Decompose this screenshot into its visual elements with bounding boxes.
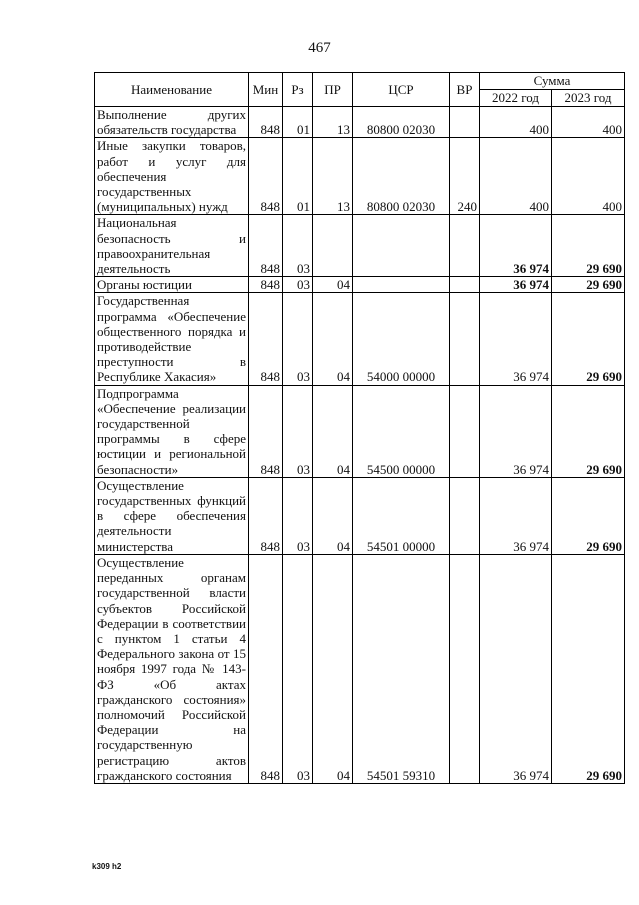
row-csr: 54501 59310 xyxy=(353,554,450,783)
header-vr: ВР xyxy=(450,73,480,107)
row-vr xyxy=(450,277,480,293)
row-rz: 03 xyxy=(283,554,313,783)
row-name: Осуществление переданных органам государственной власти субъектов Российской Федерации в соответствии с пунктом 1 статьи 4 Федерального закона от 15 ноября 1997 года № 143-ФЗ «Об актах гражданского состояния» полномочий Российской Федерации на государственную регистрацию актов гражданского состояния xyxy=(95,554,249,783)
row-2022: 36 974 xyxy=(480,277,552,293)
table-row xyxy=(95,107,625,138)
row-2023: 29 690 xyxy=(552,293,625,385)
row-2023: 29 690 xyxy=(552,554,625,783)
row-vr xyxy=(450,477,480,554)
header-sum: Сумма xyxy=(480,73,625,90)
row-2022: 36 974 xyxy=(480,215,552,277)
header-min: Мин xyxy=(249,73,283,107)
row-name: Органы юстиции xyxy=(95,277,249,293)
row-2023: 29 690 xyxy=(552,215,625,277)
header-rz: Рз xyxy=(283,73,313,107)
header-2022: 2022 год xyxy=(480,90,552,107)
row-2022: 400 xyxy=(480,138,552,215)
table-row xyxy=(95,385,625,477)
row-name: Иные закупки товаров, работ и услуг для обеспечения государственных (муниципальных) нужд xyxy=(95,138,249,215)
row-rz: 03 xyxy=(283,385,313,477)
row-2022: 36 974 xyxy=(480,477,552,554)
row-2023: 400 xyxy=(552,107,625,138)
row-rz: 03 xyxy=(283,277,313,293)
row-rz: 03 xyxy=(283,215,313,277)
row-vr xyxy=(450,293,480,385)
row-name: Подпрограмма «Обеспечение реализации государственной программы в сфере юстиции и региональной безопасности» xyxy=(95,385,249,477)
row-vr xyxy=(450,385,480,477)
row-name: Национальная безопасность и правоохранительная деятельность xyxy=(95,215,249,277)
table-row xyxy=(95,215,625,277)
table-row xyxy=(95,293,625,385)
row-2022: 36 974 xyxy=(480,293,552,385)
header-pr: ПР xyxy=(313,73,353,107)
row-min: 848 xyxy=(249,554,283,783)
row-pr: 13 xyxy=(313,138,353,215)
header-csr: ЦСР xyxy=(353,73,450,107)
table-row xyxy=(95,277,625,293)
row-rz: 03 xyxy=(283,293,313,385)
header-2023: 2023 год xyxy=(552,90,625,107)
row-pr: 04 xyxy=(313,293,353,385)
row-vr: 240 xyxy=(450,138,480,215)
header-name: Наименование xyxy=(95,73,249,107)
footer-code: k309 h2 xyxy=(92,862,122,871)
row-rz: 01 xyxy=(283,138,313,215)
row-2022: 400 xyxy=(480,107,552,138)
row-min: 848 xyxy=(249,215,283,277)
row-vr xyxy=(450,554,480,783)
row-min: 848 xyxy=(249,477,283,554)
row-vr xyxy=(450,107,480,138)
row-name: Государственная программа «Обеспечение общественного порядка и противодействие преступности в Республике Хакасия» xyxy=(95,293,249,385)
row-csr: 80800 02030 xyxy=(353,107,450,138)
row-2023: 29 690 xyxy=(552,385,625,477)
row-rz: 03 xyxy=(283,477,313,554)
row-2023: 29 690 xyxy=(552,477,625,554)
row-csr: 80800 02030 xyxy=(353,138,450,215)
row-2022: 36 974 xyxy=(480,385,552,477)
row-min: 848 xyxy=(249,293,283,385)
row-pr: 04 xyxy=(313,385,353,477)
page-number: 467 xyxy=(308,40,331,56)
row-pr: 04 xyxy=(313,554,353,783)
row-min: 848 xyxy=(249,138,283,215)
row-csr: 54500 00000 xyxy=(353,385,450,477)
row-csr: 54000 00000 xyxy=(353,293,450,385)
table-row xyxy=(95,477,625,554)
row-csr xyxy=(353,277,450,293)
row-csr: 54501 00000 xyxy=(353,477,450,554)
row-vr xyxy=(450,215,480,277)
row-min: 848 xyxy=(249,385,283,477)
row-name: Осуществление государственных функций в сфере обеспечения деятельности министерства xyxy=(95,477,249,554)
budget-table xyxy=(94,72,625,784)
row-rz: 01 xyxy=(283,107,313,138)
row-pr xyxy=(313,215,353,277)
row-min: 848 xyxy=(249,107,283,138)
row-csr xyxy=(353,215,450,277)
row-pr: 04 xyxy=(313,477,353,554)
table-row xyxy=(95,554,625,783)
table-row xyxy=(95,138,625,215)
row-pr: 13 xyxy=(313,107,353,138)
row-min: 848 xyxy=(249,277,283,293)
row-2022: 36 974 xyxy=(480,554,552,783)
row-2023: 29 690 xyxy=(552,277,625,293)
row-name: Выполнение других обязательств государства xyxy=(95,107,249,138)
row-2023: 400 xyxy=(552,138,625,215)
row-pr: 04 xyxy=(313,277,353,293)
